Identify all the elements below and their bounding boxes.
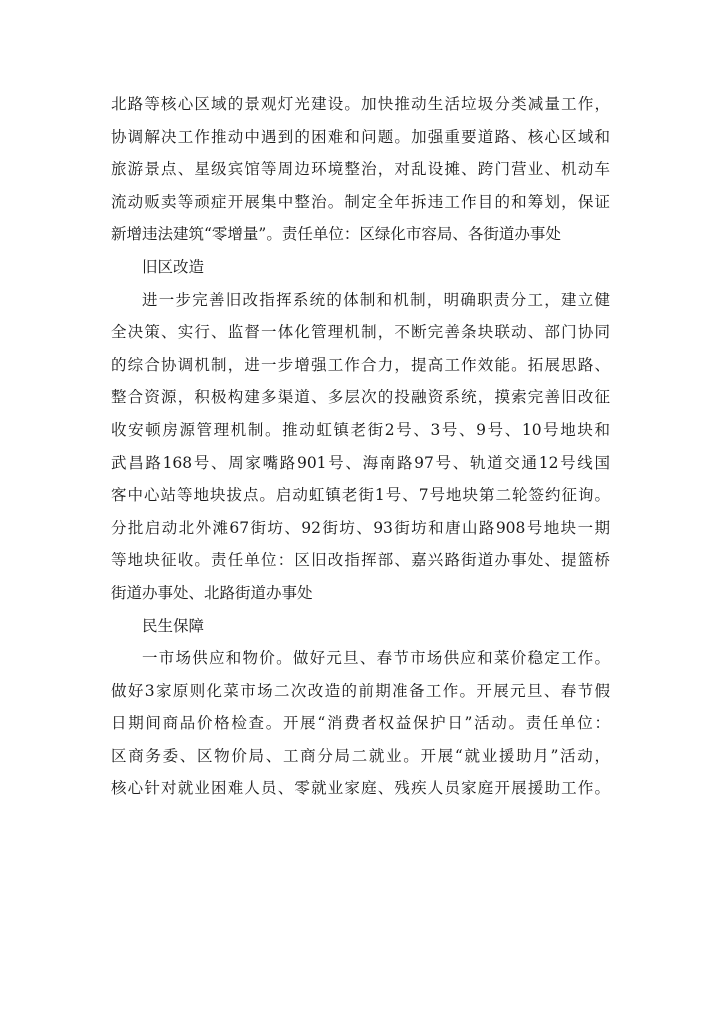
text-line: 全决策、实行、监督一体化管理机制，不断完善条块联动、部门协同 <box>111 323 610 342</box>
text-line: 客中心站等地块拔点。启动虹镇老街1号、7号地块第二轮签约征询。 <box>111 486 610 505</box>
text-line: 协调解决工作推动中遇到的困难和问题。加强重要道路、核心区域和 <box>111 127 610 146</box>
text-line: 等地块征收。责任单位：区旧改指挥部、嘉兴路街道办事处、提篮桥 <box>111 551 610 570</box>
text-line: 武昌路168号、周家嘴路901号、海南路97号、轨道交通12号线国 <box>111 453 610 472</box>
paragraph-market-supply <box>111 642 610 805</box>
text-line: 街道办事处、北路街道办事处 <box>111 583 313 602</box>
paragraph-old-district-renovation <box>111 284 610 610</box>
text-line: 旅游景点、星级宾馆等周边环境整治，对乱设摊、跨门营业、机动车 <box>111 160 610 179</box>
text-line: 一市场供应和物价。做好元旦、春节市场供应和菜价稳定工作。 <box>142 649 610 668</box>
text-line: 做好3家原则化菜市场二次改造的前期准备工作。开展元旦、春节假 <box>111 681 610 700</box>
section-heading-livelihood-security: 民生保障 <box>142 616 205 635</box>
paragraph-landscape-lighting <box>111 88 610 251</box>
text-line: 核心针对就业困难人员、零就业家庭、残疾人员家庭开展援助工作。 <box>111 779 610 798</box>
text-line: 新增违法建筑“零增量”。责任单位：区绿化市容局、各街道办事处 <box>111 225 561 244</box>
text-line: 收安顿房源管理机制。推动虹镇老街2号、3号、9号、10号地块和 <box>111 420 610 439</box>
text-line: 的综合协调机制，进一步增强工作合力，提高工作效能。拓展思路、 <box>111 355 610 374</box>
section-heading-old-district-renovation: 旧区改造 <box>142 257 205 276</box>
text-line: 进一步完善旧改指挥系统的体制和机制，明确职责分工，建立健 <box>142 290 610 309</box>
text-line: 流动贩卖等顽症开展集中整治。制定全年拆违工作目的和筹划，保证 <box>111 192 610 211</box>
text-line: 整合资源，积极构建多渠道、多层次的投融资系统，摸索完善旧改征 <box>111 388 610 407</box>
document-page <box>111 88 610 805</box>
text-line: 区商务委、区物价局、工商分局二就业。开展“就业援助月”活动， <box>111 746 610 765</box>
text-line: 日期间商品价格检查。开展“消费者权益保护日”活动。责任单位： <box>111 714 610 733</box>
text-line: 分批启动北外滩67街坊、92街坊、93街坊和唐山路908号地块一期 <box>111 518 610 537</box>
text-line: 北路等核心区域的景观灯光建设。加快推动生活垃圾分类减量工作， <box>111 95 610 113</box>
